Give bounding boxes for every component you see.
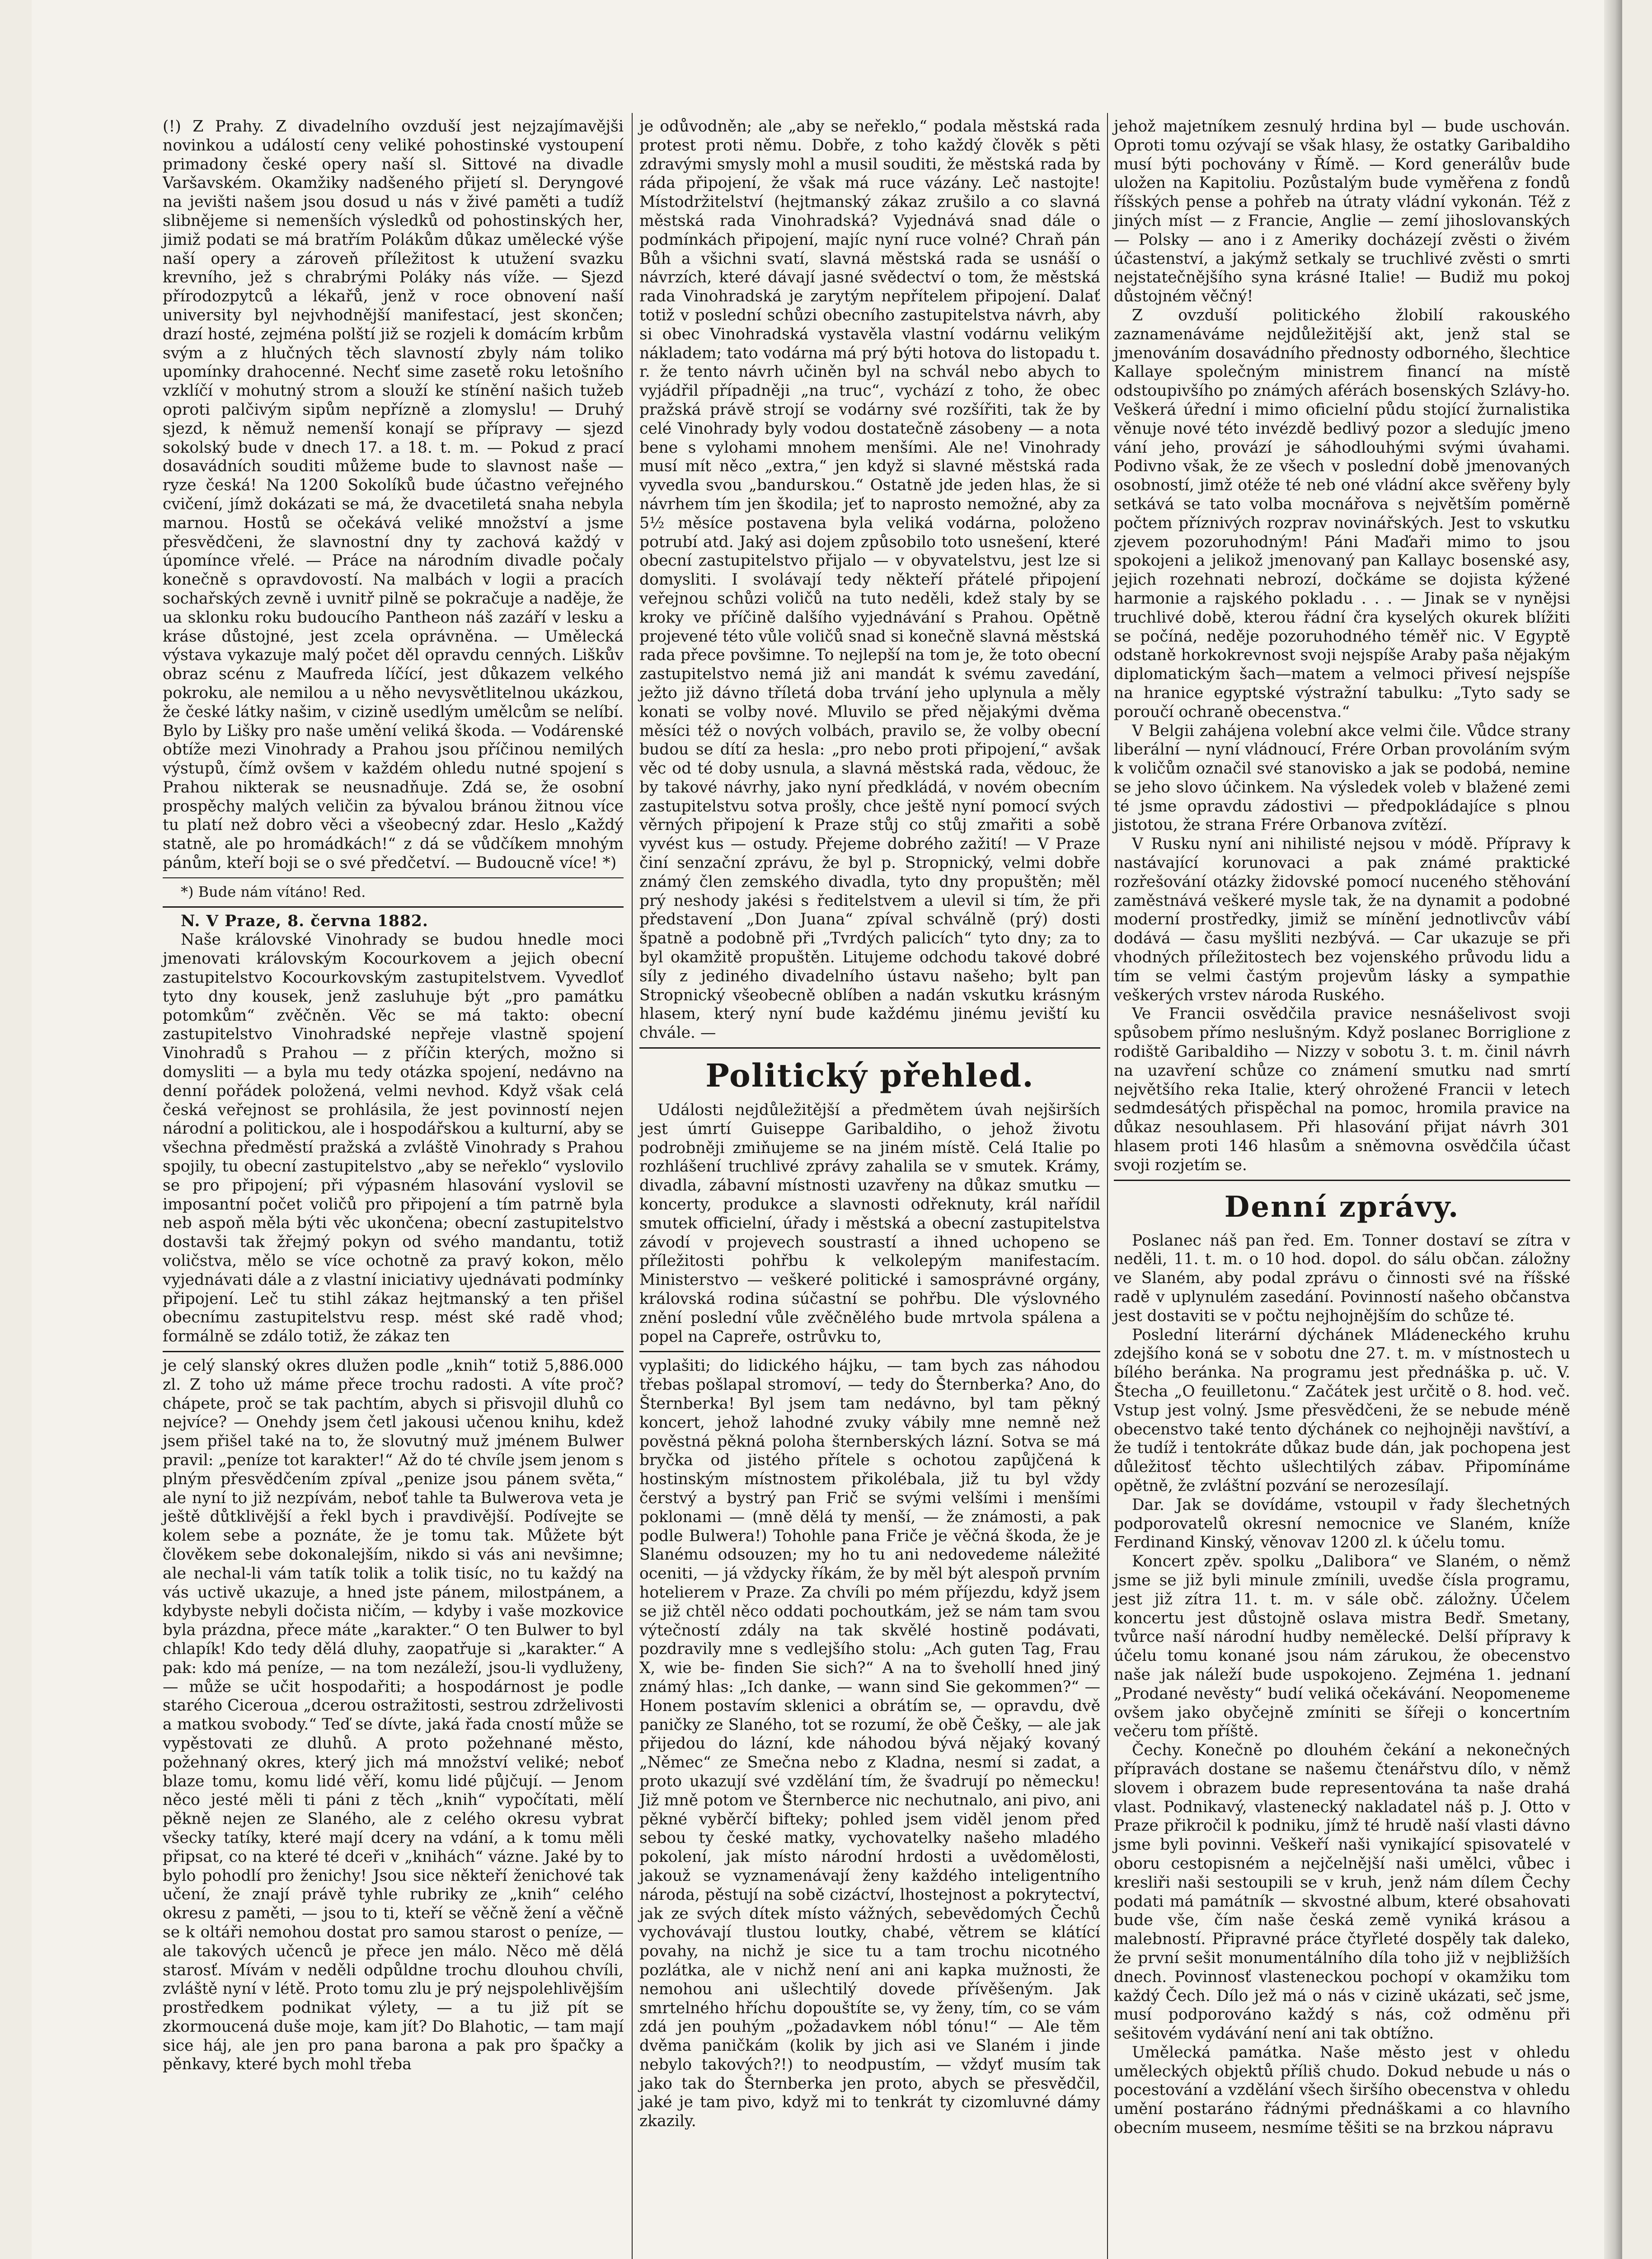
heading-rule	[639, 1047, 1100, 1049]
heading-politicky-prehled: Politický přehled.	[705, 1057, 1034, 1095]
page-fold-shadow	[1604, 0, 1622, 2259]
news-dychanek: Poslední literární dýchánek Mládeneckého kruhu zdejšího koná se v sobotu dne 27. t. m. v místnostech u bílého beránka. Na programu jest přednáška p. uč. V. Štecha „O feuilletonu.“ Začátek jest určitě o 8. hod. več. Vstup jest volný. Jsme přesvědčeni, že se nebude méně obecenstvo také tento dýchánek co nejhojněji navštíví, a že tudíž i tentokráte důkaz bude dán, jak pochopena jest důležitosť těchto ušlechtilých zábav. Připomínáme opětně, že zvláštní pozvání se nerozesílají.	[1114, 1326, 1570, 1495]
section-rule-2	[163, 1351, 624, 1352]
section-rule	[163, 906, 624, 908]
feuilleton-text: je celý slanský okres dlužen podle „knih“ totiž 5,886.000 zl. Z toho už máme přece trochu radosti. A víte proč? chápete, proč se tak pachtím, abych si přisvojil dluhů co nejvíce? — Onehdy jsem četl jakousi učenou knihu, kdež jsem přišel také na to, že slovutný muž jménem Bulwer pravil: „peníze tot karakter!“ Až do té chvíle jsem jenom s plným přesvědčením zpíval „penize jsou pánem světa,“ ale nyní to již nezpívám, neboť tahle ta Bulwerova veta je ještě důtklivější a řekl bych i pravdivější. Podívejte se kolem sebe a poznáte, že je tomu tak. Můžete být člověkem sebe dokonalejším, nikdo si vás ani nevšimne; ale nechal-li vám tatík tolik a tolik tisíc, no tu každý na vás uctivě ukazuje, a hned jste pánem, milostpánem, a kdybyste nebyli dočista ničím, — kdyby i vaše mozkovice byla prázdna, přece máte „karakter.“ O ten Bulwer to byl chlapík! Kdo tedy dělá dluhy, zaopatřuje si „karakter.“ A pak: kdo má peníze, — na tom nezáleží, jsou-li vydluženy, — může se učit hospodařiti; a hospodárnost je podle starého Ciceroua „dcerou ostražitosti, sestrou zdrželivosti a matkou svobody.“ Teď se dívte, jaká řada cností může se vypěstovati ze dluhů. A proto požehnané město, požehnaný okres, který jich má množství veliké; neboť blaze tomu, komu lidé věří, komu lidé půjčují. — Jenom něco jesté měli ti páni z těch „knih“ vypočítati, mělí pěkně nejen ze Slaného, ale z celého okresu vybrat všecky tatíky, které mají dcery na vdání, a k tomu měli připsat, co na které té dceři v „knihách“ vázne. Jaké by to bylo pohodlí pro ženichy! Jsou sice někteří ženichové tak učení, že znají právě tyhle rubriky ze „knih“ celého okresu z paměti, — jsou to ti, kteří se věčně žení a věčně se k oltáři nemohou dostat pro samou starost o peníze, — ale takových učenců je přece jen málo. Něco mě dělá starosť. Mívám v neděli odpůldne trochu dlouhou chvíli, zvláště nyní v létě. Proto tomu zlu je prý nejspolehlivějším prostředkem podnikat výlety, — a tu již pít se zkormoucená duše moje, kam jít? Do Blahotic, — tam mají sice háj, ale jen pro pana barona a pak pro špačky a pěnkavy, které bych mohl třeba	[163, 1357, 624, 2074]
column-2	[639, 117, 1100, 2131]
column-3	[1114, 117, 1570, 2138]
section-rule-3	[639, 1351, 1100, 1352]
article-vinohrady-cont: je odůvodněn; ale „aby se neřeklo,“ podala městská rada protest proti němu. Dobře, z toho každý člověk s pěti zdravými smysly mohl a musil souditi, že městská rada by ráda připojení, že však má ruce vázány. Leč nastojte! Místodržitelství (hejtmanský zákaz zrušilo a co slavná městská rada Vinohradská? Vyjednává snad dále o podmínkách připojení, majíc nyní ruce volné? Chraň pán Bůh a všichni svatí, slavná městská rada se usnáší o návrzích, které dávají jasné svědectví o tom, že městská rada Vinohradská je zarytým nepřítelem připojení. Dalať totiž v poslední schůzi obecního zastupitelstva návrh, aby si obec Vinohradská vystavěla vlastní vodárnu velikým nákladem; tato vodárna má prý býti hotova do listopadu t. r. že tento návrh učiněn byl na schvál nebo abych to vyjádřil případněji „na truc“, vychází z toho, že obec pražská právě strojí se vodárny své rozšířiti, tak že by celé Vinohrady byly vodou dostatečně zásobeny — a nota bene s vylohami mnohem menšími. Ale ne! Vinohrady musí mít něco „extra,“ jen když si slavné městská rada vyvedla svou „bandurskou.“ Ostatně jde jeden hlas, že si návrhem tím jen škodila; jeť to naprosto nemožné, aby za 5½ měsíce postavena byla veliká vodárna, položeno potrubí atd. Jaký asi dojem způsobilo toto usnešení, které obecní zastupitelstvo přijalo — v obyvatelstvu, jest lze si domysliti. I svolávají tedy někteří přátelé připojení veřejnou schůzi voličů na tuto neděli, kdež staly by se kroky ve příčině dalšího vyjednávání s Prahou. Opětně projevené této vůle voličů snad si konečně slavná městská rada přece povšimne. To nejlepší na tom je, že toto obecní zastupitelstvo nemá již ani mandát k svému zavedání, ježto již dávno tříletá doba trvání jeho uplynula a měly konati se volby nové. Mluvilo se před nějakými dvěma měsíci též o nových volbách, pravilo se, že volby obecní budou se dítí za hesla: „pro nebo proti připojení,“ avšak věc od té doby usnula, a slavná městská rada, vědouc, že by takové návrhy, jako nyní předkládá, v novém obecním zastupitelstvu sotva prošly, chce ještě nyní pomocí svých věrných připojení k Praze stůj co stůj zmařiti a sobě vyvést kus — ostudy. Přejeme dobrého zažití! — V Praze činí senzační zprávu, že byl p. Stropnický, velmi dobře známý člen zemského divadla, tyto dny propuštěn; měl prý neshody jakési s ředitelstvem a ulevil si tím, že při představení „Don Juana“ zpíval schválně (prý) dosti špatně a podobně při „Tvrdých palicích“ tyto dny; za to byl okamžitě propuštěn. Litujeme odchodu takové dobré síly z jediného divadelního ústavu našeho; bylt pan Stropnický všeobecně oblíben a nadán vskutku krásným hlasem, který nyní bude každému jinému jeviští ku chvále. —	[639, 117, 1100, 1042]
heading-denni-zpravy: Denní zprávy.	[1224, 1190, 1460, 1224]
newspaper-page	[32, 0, 1622, 2259]
news-dar: Dar. Jak se dovídáme, vstoupil v řady šlechetných podporovatelů okresní nemocnice ve Slaném, kníže Ferdinand Kinský, věnovav 1200 zl. k účelu tomu.	[1114, 1495, 1570, 1552]
politics-austria: Z ovzduší politického žlobilí rakouského zaznamenáváme nejdůležitější akt, jenž stal se jmenováním dosavádního přednosty odborného, šlechtice Kallaye společným ministrem financí na místě odstoupivšího po známých aférách bosenských Szlávy-ho. Veškerá úřední i mimo oficielní půdu stojící žurnalistika věnuje nové této invézdě bedlivý pozor a sledujíc jmeno vání jeho, provází je sáhodlouhými svými úvahami. Podivno však, že ze všech v poslední době jmenovaných osobností, jimž otéže té neb oné vládní akce svěřeny byly setkává se tato volba mocnářova s největším poměrně počtem příznivých rozprav novinářských. Jest to vskutku zjevem pozoruhodným! Páni Maďaři mimo to jsou spokojeni a jelikož jmenovaný pan Kallayc bosenské asy, jejich rozehnati nebrozí, dočkáme se dojista kýžené harmonie a rajského pokladu . . . — Jinak se v nynějsi truchlivé době, kterou řádní čra kyselých okurek blížiti se počíná, neděje pozoruhodného téměř nic. V Egyptě odstaně horkokrevnost svoji nejspíše Araby paša nějakým diplomatickým šach—matem a velmoci přivesí nejspíše na hranice egyptské výstražní tabulku: „Tyto sady se poroučí ochraně obecenstva.“	[1114, 306, 1570, 721]
dateline: N. V Praze, 8. června 1882.	[181, 912, 428, 930]
article-vinohrady: Naše královské Vinohrady se budou hnedle moci jmenovati královským Kocourkovem a jejich obecní zastupitelstvo Kocourkovským zastupitelstvem. Vyvedloť tyto dny kousek, jenž zasluhuje být „pro památku potomkům“ zvěčněn. Věc se má takto: obecní zastupitelstvo Vinohradské nepřeje vlastně spojení Vinohradů s Prahou — z příčin kterých, možno si domysliti — a byla mu tedy otázka spojení, nedávno na denní pořádek položená, velmi nevhod. Když však celá česká veřejnost se prohlásila, že jest povinností nejen národní a politickou, ale i hospodářskou a kulturní, aby se všechna předměstí pražská a zvláště Vinohrady s Prahou spojily, tu obecní zastupitelstvo „aby se neřeklo“ vyslovilo se pro připojení; při výpasném hlasování vyslovil se imposantní počet voličů pro připojení a tím patrně byla neb aspoň měla býti věc ukončena; obecní zastupitelstvo dostavši tak žřejmý pokyn od svého mandantu, totiž voličstva, mělo se více ochotně za pravý kokon, mělo vyjednávati dále a z vlastní iniciativy ujednávati podmínky připojení. Leč tu stihl zákaz hejtmanský a ten přišel obecnímu zastupitelstvu resp. mést ské radě vhod; formálně se zdálo totiž, že zákaz ten	[163, 931, 624, 1346]
politics-russia: V Rusku nyní ani nihilisté nejsou v módě. Přípravy k nastávající korunovaci a pak známé praktické rozřešování otázky židovské pomocí nuceného stěhování zaměstnává veškeré mysle tak, že na dynamit a podobné moderní prostředky, jimiž se mínění jednotlivcův vábí dodává — času myšliti nezbývá. — Car ukazuje se při vhodných příležitostech bez vojenského průvodu lidu a tím se velmi častým projevům lásky a sympathie veškerých vrstev národa Ruského.	[1114, 835, 1570, 1004]
news-pamatka: Umělecká památka. Naše město jest v ohledu uměleckých objektů příliš chudo. Dokud nebude u nás o pocestování a vzdělání všech širšího obecenstva v ohledu umění postaráno řádnými přednáškami a co hlavního obecním museem, nesmíme těšiti se na brzkou nápravu	[1114, 2043, 1570, 2137]
news-koncert: Koncert zpěv. spolku „Dalibora“ ve Slaném, o němž jsme se již byli minule zmínili, uvedše čísla programu, jest již zítra 11. t. m. v sále obč. záložny. Účelem koncertu jest důstojně oslava mistra Bedř. Smetany, tvůrce naší národní hudby nemělecké. Delší přípravy k účelu tomu konané jsou nám zárukou, že obecenstvo naše jak náleží bude uspokojeno. Zejména 1. jednaní „Prodané nevěsty“ budí veliká očekávání. Neopomeneme ovšem jako obyčejně zmíniti se šířeji o koncertním večeru tom příště.	[1114, 1552, 1570, 1741]
heading-rule-2	[1114, 1180, 1570, 1181]
news-poslanec: Poslanec náš pan řed. Em. Tonner dostaví se zítra v neděli, 11. t. m. o 10 hod. dopol. do sálu občan. záložny ve Slaném, aby podal zprávu o činnosti své na říšské radě v uplynulém zasedání. Povinností našeho občanstva jest dostaviti se v počtu nejhojnějším do schůze té.	[1114, 1231, 1570, 1325]
footnote: *) Bude nám vítáno! Red.	[181, 883, 366, 900]
article-garibaldi: Události nejdůležitější a předmětem úvah nejširších jest úmrtí Guiseppe Garibaldiho, o jehož životu podrobněji zmiňujeme se na jiném místě. Celá Italie po rozhlášení truchlivé zprávy zahalila se v smutek. Krámy, divadla, zábavní místnosti uzavřeny na důkaz smutku — koncerty, produkce a slavnosti odřeknuty, král nařídil smutek officielní, úřady i městská a obecní zastupitelstva závodí v projevech soustrastí a ihned uchopeno se příležitosti pohřbu k velkolepým manifestacím. Ministerstvo — veškeré politické i samosprávné orgány, královská rodina súčastní se pohřbu. Dle výslovného znění poslední vůle zvěčnělého bude mrtvola spálena a popel na Capreře, ostrůvku to,	[639, 1101, 1100, 1346]
column-rule-1	[632, 113, 633, 2259]
column-1	[163, 117, 624, 2074]
article-prague: (!) Z Prahy. Z divadelního ovzduší jest nejzajímavějši novinkou a událostí ceny veliké pohostinské vystoupení primadony české opery naší sl. Sittové na divadle Varšavském. Okamžiky nadšeného přijetí sl. Deryngové na jevišti našem jsou dosud u nás v živé paměti a tudíž slibnějeme si nemenších výsledků od pohostinských her, jimiž podati se má bratřím Polákům důkaz umělecké výše naší opery a zároveň příležitost k utužení svazku krevního, jež s chrabrými Poláky nás víže. — Sjezd přírodozpytců a lékařů, jenž v roce obnovení naší university byl nejvhodnější manifestací, jest skončen; drazí hosté, zejména polští již se rozjeli k domácím krbům svým a z hlučných těch slavností zbyly nám toliko upomínky drahocenné. Nechť sime zasetě roku letošního vzklíčí v mohutný strom a slouží ke stínění našich tužeb oproti palčivým sipům nepřízně a zlomyslu! — Druhý sjezd, k němuž nemenší konají se přípravy — sjezd sokolský bude v dnech 17. a 18. t. m. — Pokud z prací dosavádních souditi můžeme bude to slavnost naše — ryze česká! Na 1200 Sokolíků bude účastno veřejného cvičení, jímž dokázati se má, že dvacetiletá snaha nebyla marnou. Hostů se očekává veliké množství a jsme přesvědčeni, že slavnostní dny ty zachová každý v úpomínce vřelé. — Práce na národním divadle počaly konečně s opravdovostí. Na malbách v logii a pracích sochařských zevně i uvnitř pilně se pokračuje a naděje, že ua sklonku roku budoucího Pantheon náš zazáří v lesku a kráse důstojné, jest zcela oprávněna. — Umělecká výstava vykazuje malý počet děl opravdu cenných. Liškův obraz scénu z Maufreda líčící, jest důkazem velkého pokroku, ale nemilou a u něho nevysvětlitelnou ukázkou, že české látky našim, v cizině usedlým umělcům se nelíbí. Bylo by Lišky pro naše umění veliká škoda. — Vodárenské obtíže mezi Vinohrady a Prahou jsou příčinou nemilých výstupů, čímž ovšem v každém ohledu nutné spojení s Prahou nikterak se neusnadňuje. Zdá se, že osobní prospěchy malých veličin za bývalou bránou žitnou více tu platí než dobro věci a všeobecný zdar. Heslo „Každý statně, ale po hromádkách!“ z dá se vůdčíkem mnohým pánům, kteří boji se o své předčetví. — Budoucně více! *)	[163, 117, 624, 872]
feuilleton-cont: vyplašiti; do lidického hájku, — tam bych zas náhodou třebas pošlapal stromoví, — tedy do Šternberka? Ano, do Šternberka! Byl jsem tam nedávno, byl tam pěkný koncert, jehož lahodné zvuky vábily mne nemně než pověstná pěkná poloha šternberských lázní. Sotva se má bryčka od jistého přítele s ochotou zapůjčená k hostinským místnostem přikolébala, již tu byl vždy čerstvý a bystrý pan Frič se svými velšími i menšími poklonami — (mně dělá ty menší, — že známosti, a pak podle Bulwera!) Tohohle pana Friče je věčná škoda, že je Slanému odsouzen; my ho tu ani nedovedeme náležité oceniti, — já vždycky říkám, že by měl být alespoň prvním hotelierem v Praze. Za chvíli po mém příjezdu, když jsem se již chtěl něco oddati pochoutkám, jež se nám tam svou výtečností zdály na tak skvělé hostině podávati, pozdravily mne s vedlejšího stolu: „Ach guten Tag, Frau X, wie be- finden Sie sich?“ A na to švehollí hned jiný známý hlas: „Ich danke, — wann sind Sie gekommen?“ — Honem postavím sklenici a obrátím se, — opravdu, dvě paničky ze Slaného, tot se rozumí, že obě Češky, — ale jak přijedou do lázní, kde náhodou bývá nějaký kovaný „Němec“ ze Smečna nebo z Kladna, nesmí si zadat, a proto ukazují své vzdělání tím, že švadrují po německu! Již mně potom ve Šternberce nic nechutnalo, ani pivo, ani pěkné vyběrčí bifteky; pohled jsem viděl jenom před sebou ty české matky, vychovatelky našeho mladého pokolení, jak místo národní hrdosti a uvědomělosti, jakouž se vyznamenávají ženy každého inteligentního národa, pěstují na sobě cizáctví, lhostejnost a pokrytectví, jak ze svých dítek místo vážných, sebevědomých Čechů vychovávají tlustou loutky, chabé, větrem se klátící povahy, na nichž je sice tu a tam trochu nicotného pozlátka, ale v nichž není ani ani kapka mužnosti, že nemohou ani ušlechtilý dovede přívěšeným. Jak smrtelného hříchu dopouštíte se, vy ženy, tím, co se vám zdá jen pouhým „požadavkem nóbl tónu!“ — Ale těm dvěma paničkám (kolik by jich asi ve Slaném i jinde nebylo takových?!) to neodpustím, — vždyť musím tak jako tak do Šternberka jen proto, abych se přesvědčil, jaké je tam pivo, když mi to tenkrát ty cizomluvné dámy zkazily.	[639, 1357, 1100, 2131]
politics-belgium: V Belgii zahájena volební akce velmi čile. Vůdce strany liberální — nyní vládnoucí, Frére Orban provoláním svým k voličům označil své stanovisko a jak se podobá, nemine se jeho slovo účinkem. Na výsledek voleb v blažené zemi té jsme opravdu zádostivi — předpokládajíce s plnou jistotou, že strana Frére Orbanova zvítězí.	[1114, 722, 1570, 834]
footnote-rule	[163, 877, 624, 878]
news-cechy: Čechy. Konečně po dlouhém čekání a nekonečných přípravách dostane se našemu čtenářstvu dílo, v němž slovem i obrazem bude representována ta naše drahá vlast. Podnikavý, vlastenecký nakladatel náš p. J. Otto v Praze přikročil k podniku, jímž té hrudě naší vlasti dávno jsme byli povinni. Veškeří naši vynikající spisovatelé v oboru cestopisném a nejčelnější naši umělci, vůbec i kresliři naši sestoupili se v kruh, jenž nám dílem Čechy podati má památník — skvostné album, které obsahovati bude vše, čím naše česká země vyniká krásou a malebností. Připravné práce čtyřleté dospěly tak daleko, že první sešit monumentálního díla toho již v nejbližších dnech. Povinnosť vlasteneckou pochopí v okamžiku tom každý Čech. Dílo jež má o nás v cizině ukázati, seč jsme, musí podporováno každý s nás, což odměnu při sešitovém vydávání není ani tak obtížno.	[1114, 1741, 1570, 2043]
column-rule-2	[1107, 113, 1108, 2259]
politics-france: Ve Francii osvědčila pravice nesnášelivost svoji spůsobem přímo neslušným. Když poslanec Borriglione z rodiště Garibaldiho — Nizzy v sobotu 3. t. m. činil návrh na uzavření schůze co známení smutku nad smrtí největšího reka Italie, který ohrožené Francii v letech sedmdesátých přispěchal na pomoc, hromila pravice na důkaz nesouhlasem. Při hlasování přijat návrh 301 hlasem proti 146 hlasům a sněmovna osvědčila účast svoji rozjetím se.	[1114, 1005, 1570, 1174]
garibaldi-cont: jehož majetníkem zesnulý hrdina byl — bude uschován. Oproti tomu ozývají se však hlasy, že ostatky Garibaldiho musí býti pochovány v Římě. — Kord generálův bude uložen na Kapitoliu. Pozůstalým bude vyměřena z fondů říšských pense a pohřeb na útraty vládní vykonán. Též z jiných míst — z Francie, Anglie — zemí jihoslovanských — Polsky — ano i z Ameriky docházejí zvěsti o živém účastenství, a jakýmž setkaly se truchlivé zvěsti o smrti nejstatečnějšího syna krásné Italie! — Budiž mu pokoj důstojném věčný!	[1114, 117, 1570, 306]
